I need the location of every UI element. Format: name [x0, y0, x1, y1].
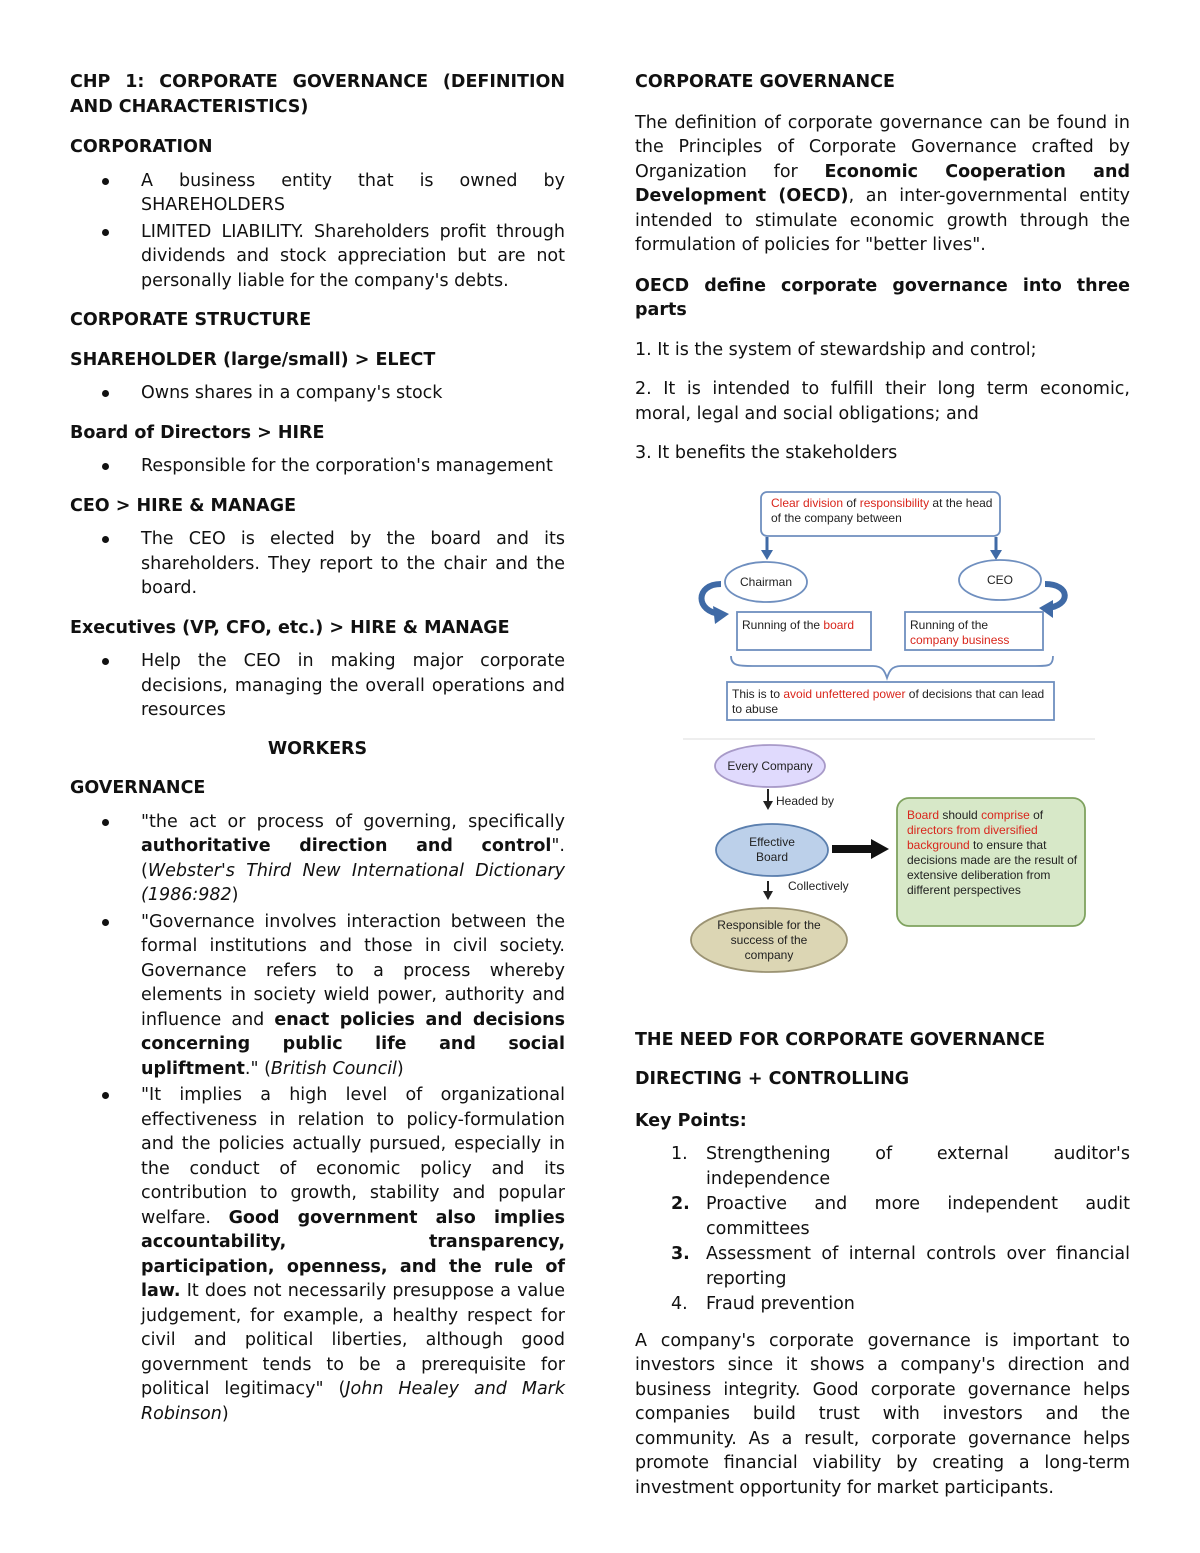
bullet-icon — [102, 536, 109, 543]
bottom-text: This is to avoid unfettered power of decisions that can lead to abuse — [732, 686, 1045, 716]
list-item: "It implies a high level of organizational effectiveness in relation to policy-formulation and the policies actually pursued, especially in the conduct of economic policy and its contribution to growth, stability and popular welfare. Good government also implies accountability, transparency, participation, openness, and the rule of law. It does not necessarily presuppose a value judgement, for example, a healthy respect for civil and political liberties, although good government tends to be a prerequisite for political legitimacy" (John Healey and Mark Robinson) — [70, 1083, 565, 1426]
run-board-text: Running of the board — [742, 617, 855, 632]
bullet-icon — [102, 1092, 109, 1099]
page-title: CHP 1: CORPORATE GOVERNANCE (DEFINITION AND CHARACTERISTICS) — [70, 72, 565, 117]
bullet-icon — [102, 390, 109, 397]
oecd-heading: OECD define corporate governance into three parts — [635, 275, 1130, 320]
workers-label: WORKERS — [267, 738, 368, 759]
ceo-list — [70, 527, 565, 601]
bullet-icon — [102, 178, 109, 185]
list-item: Owns shares in a company's stock — [70, 381, 565, 406]
list-item: Responsible for the corporation's management — [70, 454, 565, 479]
list-item: 3. Assessment of internal controls over financial reporting — [671, 1244, 1130, 1289]
list-item: Help the CEO in making major corporate decisions, managing the overall operations and resources — [70, 649, 565, 723]
bullet-icon — [102, 919, 109, 926]
run-company-text: Running of the company business — [910, 617, 1010, 647]
part-1: 1. It is the system of stewardship and control; — [635, 339, 1037, 360]
list-item: The CEO is elected by the board and its shareholders. They report to the chair and the board. — [70, 527, 565, 601]
closing-paragraph: A company's corporate governance is important to investors since it shows a company's direction and business integrity. Good corporate governance helps companies build trust with investors and the community. As a result, corporate governance helps promote financial viability by creating a long-term investment opportunity for market participants. — [635, 1330, 1130, 1498]
list-item: "the act or process of governing, specifically authoritative direction and control". (Webster's Third New International Dictionary (1986:982) — [70, 810, 565, 908]
list-item: "Governance involves interaction between the formal institutions and those in civil society. Governance refers to a process whereby elements in society wield power, authority and influence and enact policies and decisions concerning public life and social upliftment." (British Council) — [70, 910, 565, 1082]
collectively-label: Collectively — [788, 878, 849, 893]
list-item: A business entity that is owned by SHAREHOLDERS — [70, 169, 565, 218]
governance-heading: GOVERNANCE — [70, 778, 206, 798]
responsible-label: Responsible for the success of the company — [717, 917, 821, 962]
part-3: 3. It benefits the stakeholders — [635, 443, 898, 463]
bullet-icon — [102, 819, 109, 826]
green-box-text: Board should comprise of directors from diversified background to ensure that decisions made are the result of extensive deliberation from different perspectives — [907, 807, 1078, 897]
bullet-icon — [102, 658, 109, 665]
headed-by-label: Headed by — [776, 793, 835, 808]
bullet-icon — [102, 463, 109, 470]
down-arrow-icon — [990, 550, 1002, 560]
left-column — [70, 66, 565, 1428]
part-2: 2. It is intended to fulfill their long term economic, moral, legal and social obligations; and — [635, 379, 1130, 424]
corporate-governance-heading: CORPORATE GOVERNANCE — [635, 72, 895, 92]
corporation-heading: CORPORATION — [70, 137, 213, 157]
directing-heading: DIRECTING + CONTROLLING — [635, 1069, 910, 1089]
curved-arrow-icon — [713, 606, 729, 624]
corporation-list — [70, 169, 565, 294]
board-heading: Board of Directors > HIRE — [70, 422, 325, 443]
right-column — [635, 66, 1130, 1500]
board-list — [70, 454, 565, 479]
executives-heading: Executives (VP, CFO, etc.) > HIRE & MANAGE — [70, 617, 510, 638]
governance-list — [70, 810, 565, 1427]
list-item: 2. Proactive and more independent audit committees — [671, 1194, 1130, 1239]
down-arrow-icon — [763, 891, 773, 900]
list-item: 4. Fraud prevention — [671, 1294, 855, 1314]
definition-paragraph: The definition of corporate governance can be found in the Principles of Corporate Governance crafted by Organization for Economic Cooperation and Development (OECD), an inter-governmental entity intended to stimulate economic growth through the formulation of policies for "better lives". — [635, 112, 1131, 255]
shareholder-list — [70, 381, 565, 406]
corporate-structure-heading: CORPORATE STRUCTURE — [70, 310, 312, 330]
list-item: LIMITED LIABILITY. Shareholders profit through dividends and stock appreciation but are not personally liable for the company's debts. — [70, 220, 565, 294]
down-arrow-icon — [761, 550, 773, 560]
chairman-label: Chairman — [739, 574, 793, 589]
bullet-icon — [102, 229, 109, 236]
ceo-heading: CEO > HIRE & MANAGE — [70, 495, 297, 516]
shareholder-heading: SHAREHOLDER (large/small) > ELECT — [70, 349, 436, 370]
key-points-heading: Key Points: — [635, 1110, 747, 1131]
need-heading: THE NEED FOR CORPORATE GOVERNANCE — [635, 1029, 1046, 1050]
governance-diagram — [635, 480, 1130, 1028]
list-item: 1. Strengthening of external auditor's independence — [671, 1144, 1130, 1189]
ceo-label: CEO — [986, 572, 1013, 587]
every-company-label: Every Company — [727, 758, 813, 773]
right-arrow-icon — [871, 839, 889, 859]
down-arrow-icon — [763, 801, 773, 810]
key-points-list — [635, 1142, 1130, 1317]
executives-list — [70, 649, 565, 723]
brace-shape — [731, 656, 1053, 678]
effective-board-label: Effective Board — [749, 834, 795, 864]
division-text: Clear division of responsibility at the head of the company between — [771, 495, 993, 525]
